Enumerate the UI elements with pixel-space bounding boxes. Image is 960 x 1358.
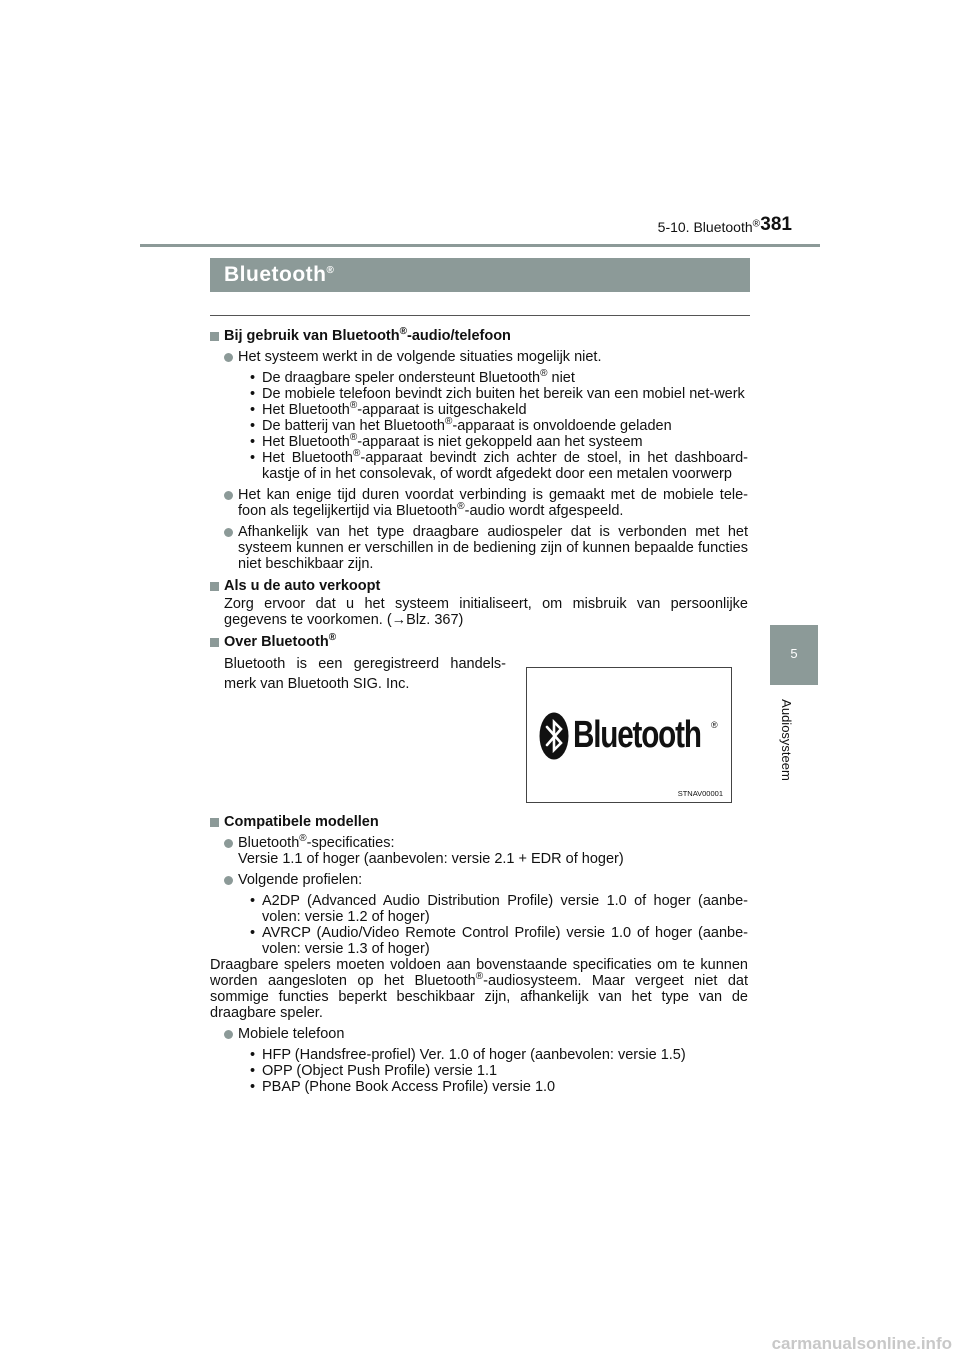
text: Bluetooth [238,835,300,851]
sub-item: • De mobiele telefoon bevindt zich buiten het bereik van een mobiel net-werk [210,386,748,402]
heading-text: Over Bluetooth [224,634,329,650]
registered-mark: ® [457,501,465,513]
header-rule [140,244,820,247]
text: Zorg ervoor dat u het systeem initialiseert, om misbruik van persoonlijke gegevens te voorkomen. ( [224,596,748,628]
text: -apparaat is niet gekoppeld aan het systeem [357,434,643,450]
sub-item [210,434,748,450]
text: Het Bluetooth [262,434,350,450]
registered-mark: ® [444,416,453,428]
sub-item: • AVRCP (Audio/Video Remote Control Profile) versie 1.0 of hoger (aanbe-volen: versie 1.3 of hoger) [210,925,748,957]
sub-item [210,370,748,386]
image-code: STNAV00001 [677,789,723,798]
running-head-text: 5-10. Bluetooth [657,219,753,235]
sub-list [210,1047,748,1095]
bullet-item [210,835,748,867]
registered-mark: ® [328,632,337,644]
sub-item: • PBAP (Phone Book Access Profile) versie 1.0 [210,1079,748,1095]
chapter-tab-rule [770,683,818,685]
section-title-text: Bluetooth [224,263,327,286]
sub-item [210,402,748,418]
registered-mark: ® [475,971,484,983]
bluetooth-logo-figure [526,667,732,803]
heading-compat: Compatibele modellen [210,814,748,830]
bullet-item: Volgende profielen: [210,872,748,888]
running-head [560,219,760,235]
text: niet [547,370,575,386]
watermark: carmanualsonline.info [771,1334,952,1353]
paragraph [210,596,748,628]
section-title [210,258,750,292]
registered-mark: ® [349,432,358,444]
registered-mark: ® [399,326,407,338]
text: -apparaat is uitgeschakeld [357,402,527,418]
registered-mark: ® [540,368,548,380]
sub-list [210,893,748,957]
sub-item: • A2DP (Advanced Audio Distribution Profile) versie 1.0 of hoger (aanbe-volen: versie 1.2 of hoger) [210,893,748,925]
registered-mark: ® [352,448,361,460]
text: De batterij van het Bluetooth [262,418,445,434]
heading-text-tail: -audio/telefoon [407,328,511,344]
text: -audiosysteem. Maar vergeet niet dat sommige functies beperkt beschikbaar zijn, afhankelijk van het type van de draagbare speler. [210,973,748,1021]
page-reference-link[interactable]: Blz. 367) [406,612,464,628]
bullet-item: Het systeem werkt in de volgende situaties mogelijk niet. [210,349,748,365]
trademark-note: Bluetooth is een geregistreerd handels-merk van Bluetooth SIG. Inc. [224,656,506,692]
heading-text: Bij gebruik van Bluetooth [224,328,400,344]
arrow-icon: → [391,612,407,628]
registered-mark: ® [752,218,760,230]
bullet-item [210,487,748,519]
bluetooth-icon [539,712,569,760]
sub-item: • HFP (Handsfree-profiel) Ver. 1.0 of hoger (aanbevolen: versie 1.5) [210,1047,748,1063]
sub-list [210,370,748,482]
heading-about [210,634,748,650]
text: -specificaties: [306,835,395,851]
sub-item [210,450,748,482]
text: -apparaat is onvoldoende geladen [452,418,672,434]
bullet-item: Afhankelijk van het type draagbare audiospeler dat is verbonden met het systeem kunnen er verschillen in de bediening zijn of kunnen bepaalde functies niet beschikbaar zijn. [210,524,748,572]
sub-item [210,418,748,434]
registered-mark: ® [711,720,718,730]
section-rule [210,315,750,316]
heading-sell: Als u de auto verkoopt [210,578,748,594]
bluetooth-wordmark: Bluetooth [573,714,701,756]
chapter-label: Audiosysteem [779,699,794,781]
registered-mark: ® [349,400,358,412]
sub-item: • OPP (Object Push Profile) versie 1.1 [210,1063,748,1079]
text: De draagbare speler ondersteunt Bluetooth [262,370,541,386]
text: -apparaat bevindt zich achter de stoel, in het dashboard-kastje of in het consolevak, of wordt afgedekt door een metalen voorwerp [262,450,748,482]
text: -audio wordt afgespeeld. [464,503,624,519]
heading-usage [210,328,748,344]
text: Het Bluetooth [262,450,353,466]
text: Het kan enige tijd duren voordat verbinding is gemaakt met de mobiele tele-foon als tegelijkertijd via Bluetooth [238,487,748,519]
paragraph [210,957,748,1021]
page-number: 381 [760,214,792,235]
text: Versie 1.1 of hoger (aanbevolen: versie 2.1 + EDR of hoger) [238,851,624,867]
text: Het Bluetooth [262,402,350,418]
bullet-item: Mobiele telefoon [210,1026,748,1042]
registered-mark: ® [326,265,335,276]
registered-mark: ® [299,833,307,845]
chapter-tab[interactable]: 5 [770,625,818,683]
text: Draagbare spelers moeten voldoen aan bovenstaande specificaties om te kunnen worden aangesloten op het Bluetooth [210,957,748,989]
